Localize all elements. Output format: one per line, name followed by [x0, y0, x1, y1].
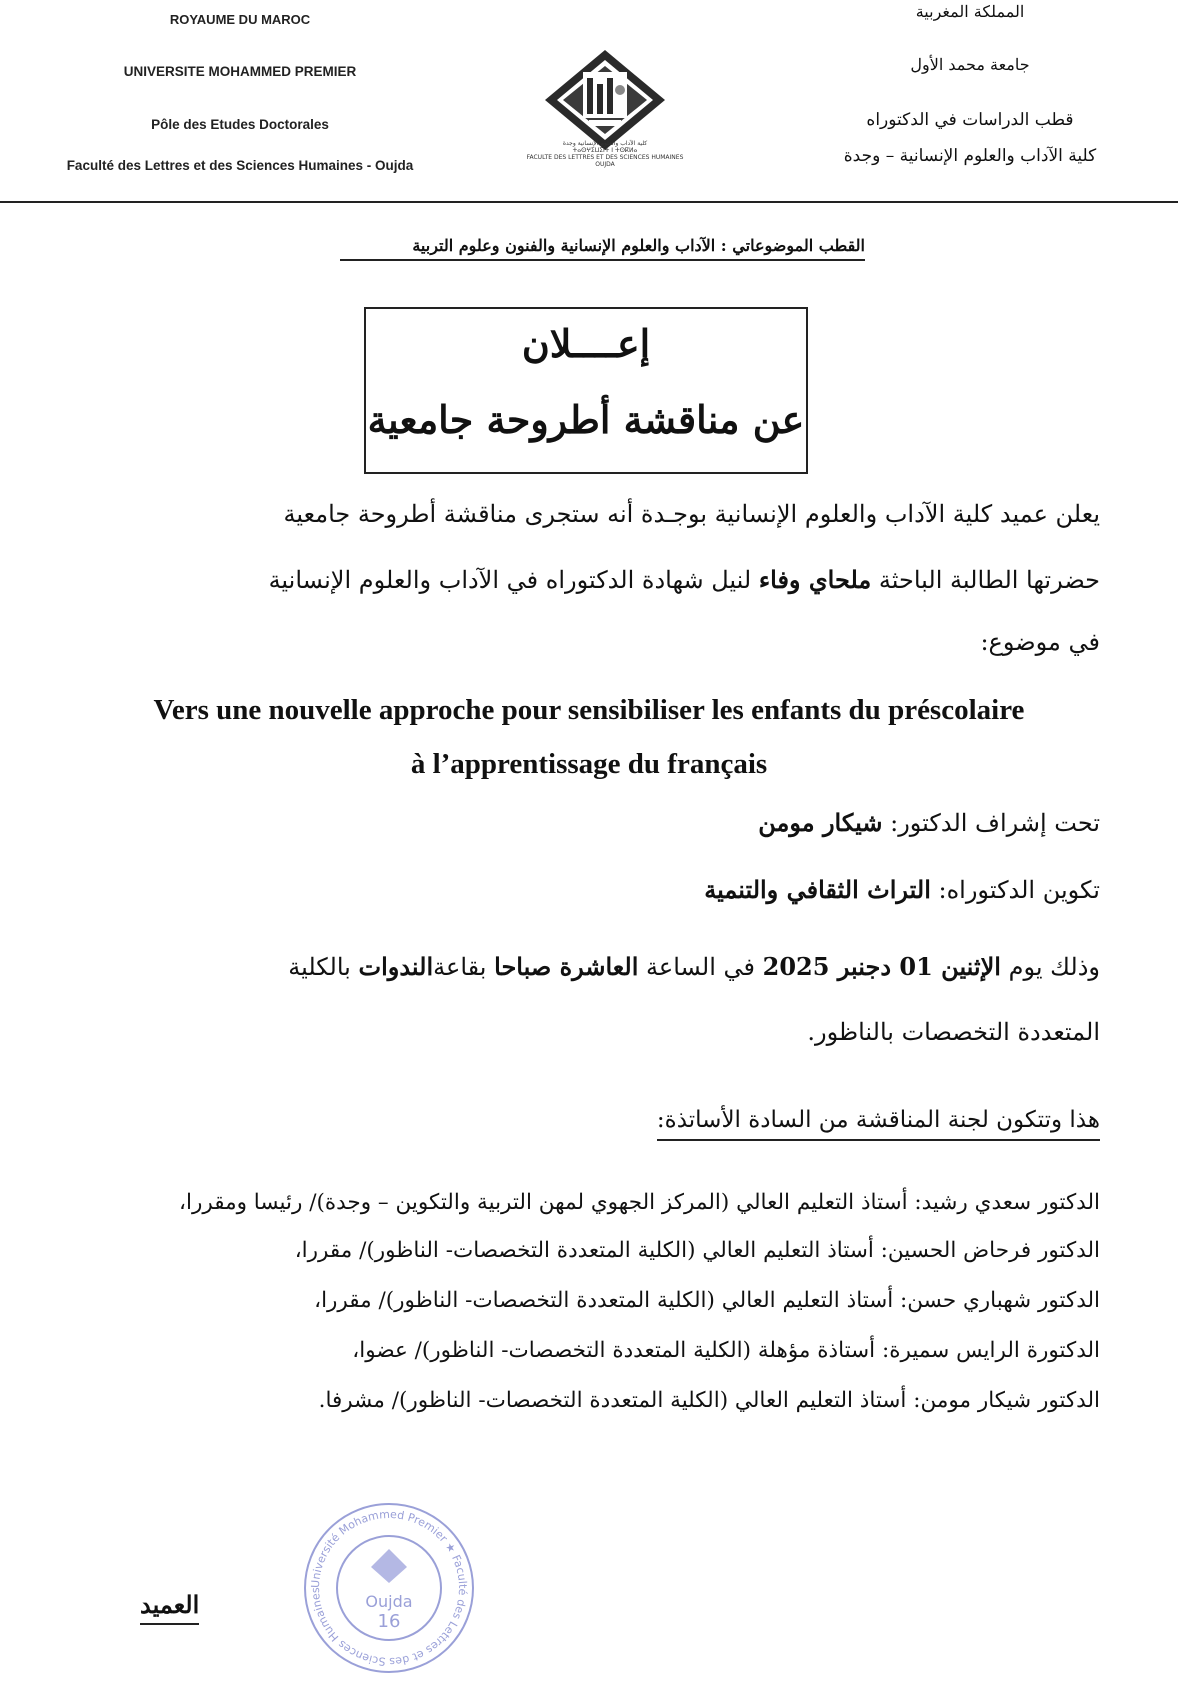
date-line: وذلك يوم الإثنين 01 دجنبر 2025 في الساعة العاشرة صباحا بقاعةالندوات بالكلية	[288, 952, 1100, 981]
university-fr: UNIVERSITE MOHAMMED PREMIER	[123, 64, 357, 79]
svg-text:Université Mohammed Premier ★	[309, 1508, 469, 1668]
program-name: التراث الثقافي والتنمية	[704, 875, 931, 904]
program-line: تكوين الدكتوراه: التراث الثقافي والتنمية	[704, 875, 1100, 904]
announcement-subtitle: عن مناقشة أطروحة جامعية	[367, 397, 805, 442]
stamp-number: 16	[377, 1611, 401, 1632]
faculty-ar: كلية الآداب والعلوم الإنسانية – وجدة	[843, 146, 1097, 166]
kingdom-fr: ROYAUME DU MAROC	[169, 12, 311, 27]
logo-caption: كلية الآداب والعلوم الإنسانية وجدة ⵜⴰⵙⵖⵉⵡⵉⵏⵜ ⵏ ⵜⵙⴽⵍⴰ FACULTE DES LETTRES ET DES SCIENCES HUMAINES OUJDA	[526, 140, 684, 168]
pole-fr: Pôle des Etudes Doctorales	[151, 117, 329, 132]
supervisor-line: تحت إشراف الدكتور: شيكار مومن	[758, 808, 1100, 837]
dean-signature-label: العميد	[140, 1590, 199, 1625]
location-line: المتعددة التخصصات بالناظور.	[807, 1018, 1100, 1046]
stamp-ring-text: Université Mohammed Premier ★ Faculté des Lettres et des Sciences Humaines	[308, 1507, 470, 1669]
student-name: ملحاي وفاء	[758, 565, 872, 594]
body-line-2: حضرتها الطالبة الباحثة ملحاي وفاء لنيل شهادة الدكتوراه في الآداب والعلوم الإنسانية	[268, 565, 1100, 594]
committee-member: الدكتورة الرايس سميرة: أستاذة مؤهلة (الكلية المتعددة التخصصات- الناظور)/ عضوا،	[352, 1338, 1100, 1363]
defense-time: العاشرة صباحا	[494, 952, 639, 981]
committee-member: الدكتور فرحاض الحسين: أستاذ التعليم العالي (الكلية المتعددة التخصصات- الناظور)/ مقررا،	[294, 1238, 1100, 1263]
pole-ar: قطب الدراسات في الدكتوراه	[866, 110, 1074, 130]
announcement-box	[364, 307, 808, 474]
committee-heading: هذا وتتكون لجنة المناقشة من السادة الأساتذة:	[657, 1107, 1100, 1141]
stamp-center-text: Oujda	[365, 1592, 413, 1611]
university-ar: جامعة محمد الأول	[910, 55, 1030, 74]
thesis-title-line-1: Vers une nouvelle approche pour sensibiliser les enfants du préscolaire	[153, 694, 1025, 726]
committee-member: الدكتور شهباري حسن: أستاذ التعليم العالي (الكلية المتعددة التخصصات- الناظور)/ مقررا،	[314, 1288, 1100, 1313]
committee-member: الدكتور سعدي رشيد: أستاذ التعليم العالي (المركز الجهوي لمهن التربية والتكوين – وجدة)/ رئيسا ومقررا،	[179, 1190, 1100, 1215]
body-line-3: في موضوع:	[980, 628, 1100, 656]
body-line-1: يعلن عميد كلية الآداب والعلوم الإنسانية بوجـدة أنه ستجرى مناقشة أطروحة جامعية	[283, 500, 1100, 528]
official-stamp-icon	[297, 1501, 482, 1676]
supervisor-name: شيكار مومن	[758, 808, 883, 837]
announcement-title: إعــــلان	[521, 321, 651, 366]
defense-date: الإثنين 01 دجنبر 2025	[762, 952, 1001, 981]
committee-member: الدكتور شيكار مومن: أستاذ التعليم العالي (الكلية المتعددة التخصصات- الناظور)/ مشرفا.	[318, 1388, 1100, 1413]
faculty-fr: Faculté des Lettres et des Sciences Humaines - Oujda	[66, 158, 414, 173]
thesis-title-line-2: à l’apprentissage du français	[410, 748, 768, 780]
defense-room: الندوات	[358, 952, 434, 981]
thematic-pole: القطب الموضوعاتي : الآداب والعلوم الإنسانية والفنون وعلوم التربية	[340, 236, 865, 261]
header-divider	[0, 201, 1178, 203]
kingdom-ar: المملكة المغربية	[915, 2, 1025, 21]
